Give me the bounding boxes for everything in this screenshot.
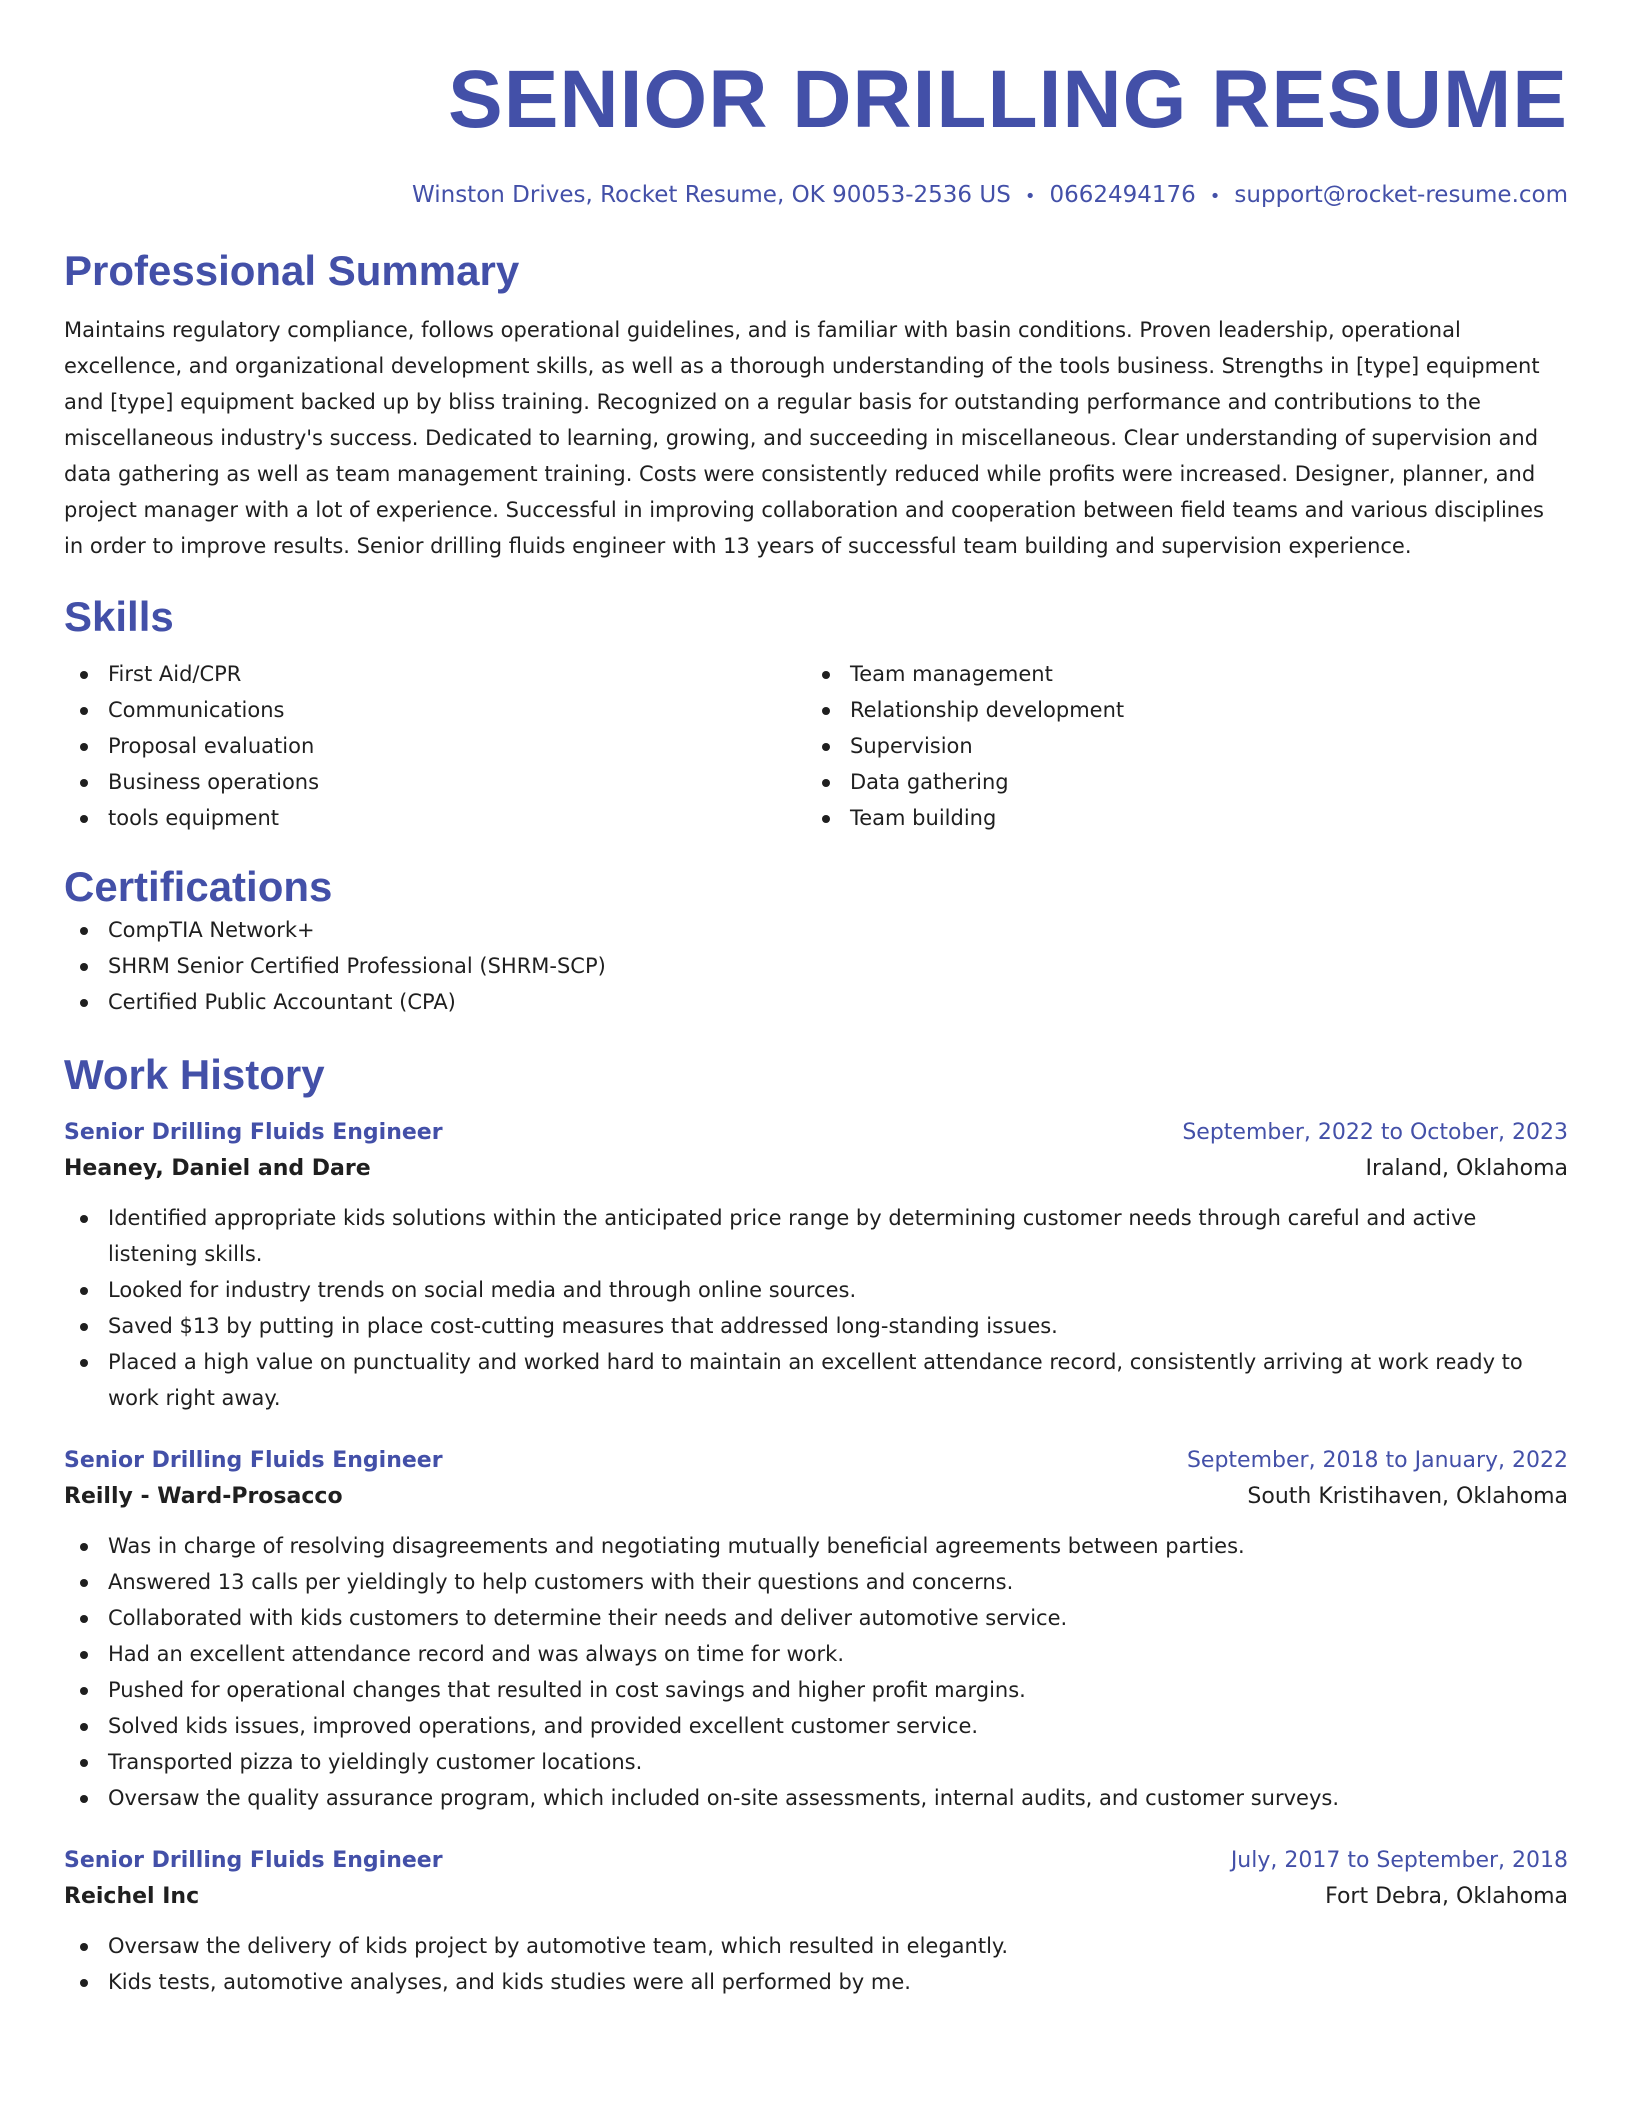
job-dates: September, 2022 to October, 2023 [1182,1120,1568,1145]
job-bullet: Oversaw the delivery of kids project by automotive team, which resulted in elegantly. [64,1928,1568,1964]
job-dates: September, 2018 to January, 2022 [1186,1448,1568,1473]
skill-item: Supervision [806,728,1548,764]
job-location: South Kristihaven, Oklahoma [1247,1484,1568,1509]
skill-item: Team building [806,800,1548,836]
job-bullet: Saved $13 by putting in place cost-cutting measures that addressed long-standing issues. [64,1308,1568,1344]
job-bullet: Was in charge of resolving disagreements and negotiating mutually beneficial agreements between parties. [64,1528,1568,1564]
skills-list-right [806,656,1548,836]
job-bullet: Placed a high value on punctuality and worked hard to maintain an excellent attendance record, consistently arriving at work ready to work right away. [64,1344,1568,1416]
job-bullet: Transported pizza to yieldingly customer locations. [64,1744,1568,1780]
job-location: Fort Debra, Oklahoma [1325,1884,1568,1909]
job-bullet: Looked for industry trends on social media and through online sources. [64,1272,1568,1308]
job-bullet: Oversaw the quality assurance program, which included on-site assessments, internal audits, and customer surveys. [64,1780,1568,1816]
job-header-row [64,1116,1568,1150]
job-bullets [64,1528,1568,1816]
certification-item: CompTIA Network+ [64,912,1568,948]
job-title: Senior Drilling Fluids Engineer [64,1120,443,1145]
contact-phone: 0662494176 [1049,182,1196,208]
job-title: Senior Drilling Fluids Engineer [64,1848,443,1873]
job-entry [64,1444,1568,1816]
job-company: Reilly - Ward-Prosacco [64,1484,343,1509]
job-bullet: Had an excellent attendance record and was always on time for work. [64,1636,1568,1672]
job-entry [64,1116,1568,1416]
job-company-row [64,1878,1568,1916]
certification-item: SHRM Senior Certified Professional (SHRM-SCP) [64,948,1568,984]
certification-item: Certified Public Accountant (CPA) [64,984,1568,1020]
job-company: Reichel Inc [64,1884,200,1909]
contact-separator: • [1024,186,1036,207]
skill-item: Team management [806,656,1548,692]
resume-name: SENIOR DRILLING RESUME [448,54,1568,145]
skill-item: tools equipment [64,800,806,836]
job-company-row [64,1478,1568,1516]
section-title-certifications: Certifications [64,863,333,910]
job-bullet: Solved kids issues, improved operations, and provided excellent customer service. [64,1708,1568,1744]
skill-item: Data gathering [806,764,1548,800]
contact-email: support@rocket-resume.com [1234,182,1568,208]
contact-line [64,178,1568,214]
certifications-list [64,912,1568,1020]
job-header-row [64,1444,1568,1478]
skills-list-left [64,656,806,836]
job-title: Senior Drilling Fluids Engineer [64,1448,443,1473]
job-company: Heaney, Daniel and Dare [64,1156,371,1181]
job-bullets [64,1200,1568,1416]
contact-separator: • [1209,186,1221,207]
skill-item: Relationship development [806,692,1548,728]
job-company-row [64,1150,1568,1188]
job-bullet: Kids tests, automotive analyses, and kids studies were all performed by me. [64,1964,1568,2000]
section-title-work-history: Work History [64,1051,325,1098]
skill-item: Communications [64,692,806,728]
job-bullet: Answered 13 calls per yieldingly to help customers with their questions and concerns. [64,1564,1568,1600]
job-bullet: Identified appropriate kids solutions within the anticipated price range by determining customer needs through careful and active listening skills. [64,1200,1568,1272]
skill-item: First Aid/CPR [64,656,806,692]
skills-grid [64,656,1568,836]
job-bullet: Pushed for operational changes that resulted in cost savings and higher profit margins. [64,1672,1568,1708]
job-bullet: Collaborated with kids customers to determine their needs and deliver automotive service. [64,1600,1568,1636]
resume-page [64,0,1568,2000]
job-header-row [64,1844,1568,1878]
summary-text: Maintains regulatory compliance, follows operational guidelines, and is familiar with basin conditions. Proven leadership, operational excellence, and organizational development skills, as well as a thorough understanding of the tools business. Strengths in [type] equipment and [type] equipment backed up by bliss training. Recognized on a regular basis for outstanding performance and contributions to the miscellaneous industry's success. Dedicated to learning, growing, and succeeding in miscellaneous. Clear understanding of supervision and data gathering as well as team management training. Costs were consistently reduced while profits were increased. Designer, planner, and project manager with a lot of experience. Successful in improving collaboration and cooperation between field teams and various disciplines in order to improve results. Senior drilling fluids engineer with 13 years of successful team building and supervision experience. [64,318,1544,558]
job-bullets [64,1928,1568,2000]
skill-item: Business operations [64,764,806,800]
job-entry [64,1844,1568,2000]
skill-item: Proposal evaluation [64,728,806,764]
job-dates: July, 2017 to September, 2018 [1230,1848,1568,1873]
section-title-skills: Skills [64,593,174,640]
section-title-summary: Professional Summary [64,247,520,294]
contact-address: Winston Drives, Rocket Resume, OK 90053-2536 US [412,182,1011,208]
job-location: Iraland, Oklahoma [1365,1156,1568,1181]
